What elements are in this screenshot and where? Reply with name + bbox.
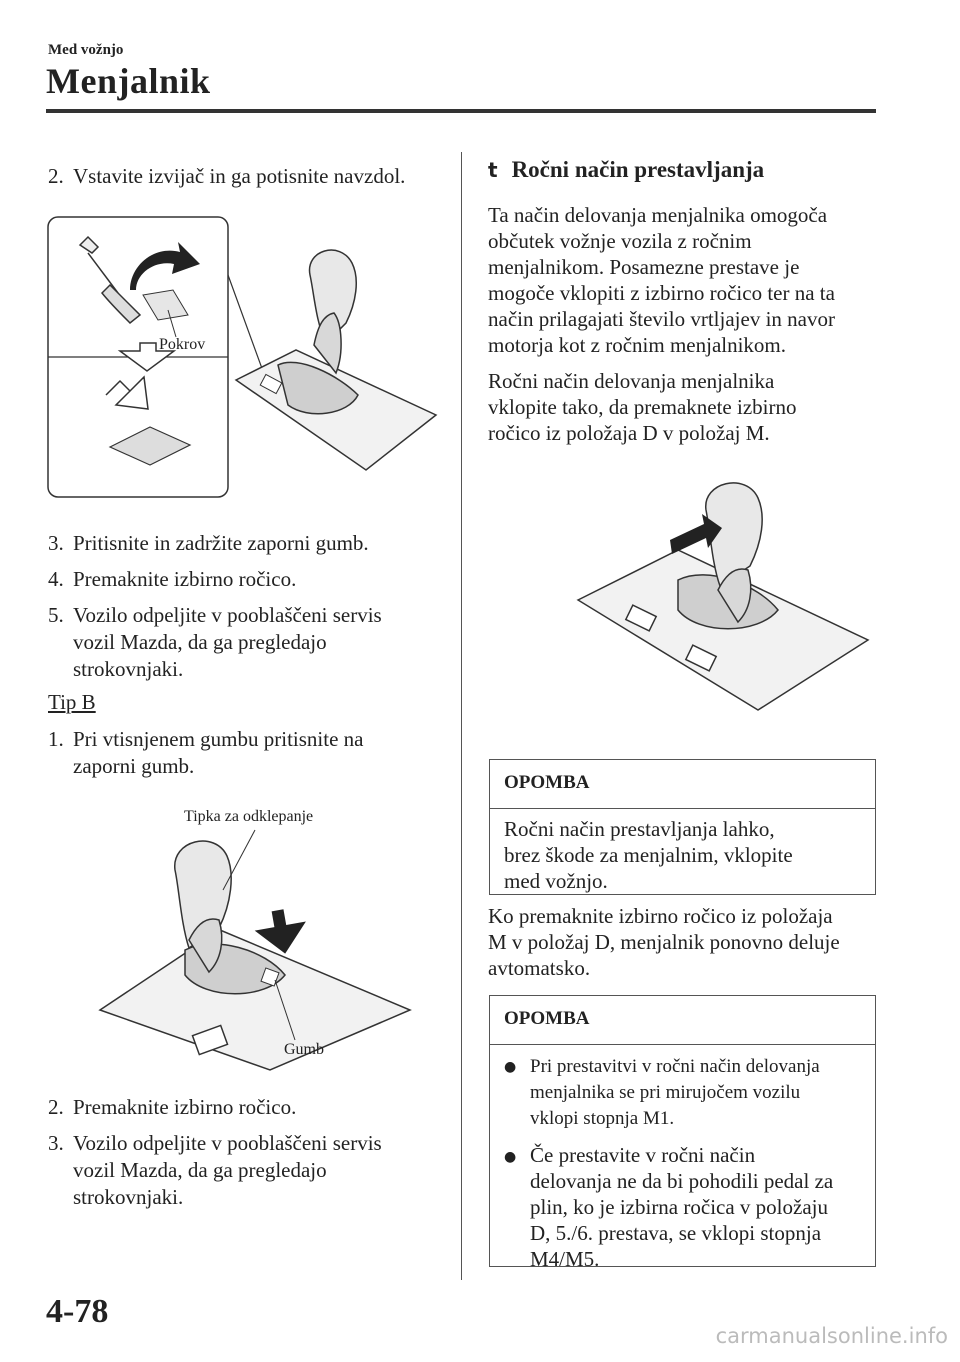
note-line: Pri prestavitvi v ročni način delovanja	[530, 1056, 820, 1077]
paragraph-line: Ta način delovanja menjalnika omogoča	[488, 203, 828, 227]
paragraph-line: avtomatsko.	[488, 956, 591, 980]
screwdriver-icon	[80, 237, 140, 323]
bullet-dot-icon: ●	[504, 1149, 517, 1165]
paragraph-line: vklopite tako, da premaknete izbirno	[488, 395, 797, 419]
paragraph-line: Ko premaknite izbirno ročico iz položaja	[488, 904, 833, 928]
column-divider	[461, 152, 462, 1280]
note-bullet-1	[504, 1054, 820, 1132]
note-box-2	[489, 995, 876, 1271]
paragraph-line: ročico iz položaja D v položaj M.	[488, 421, 770, 445]
heading-text: Ročni način prestavljanja	[511, 157, 765, 182]
step-text-line: strokovnjaki.	[73, 657, 184, 681]
paragraph-line: Ročni način delovanja menjalnika	[488, 369, 775, 393]
note-box-1	[489, 759, 876, 895]
note-title: OPOMBA	[504, 1008, 590, 1029]
step-number: 3.	[48, 531, 64, 555]
note-body	[504, 816, 793, 894]
watermark[interactable]: carmanualsonline.info	[715, 1324, 948, 1348]
header-rule	[46, 109, 876, 113]
bullet-dot-icon: ●	[504, 1059, 517, 1075]
label-release-button: Tipka za odklepanje	[184, 808, 314, 825]
page-number: 4-78	[46, 1293, 109, 1330]
step-text-line: strokovnjaki.	[73, 1185, 184, 1209]
paragraph-line: menjalnikom. Posamezne prestave je	[488, 255, 800, 279]
step-number: 2.	[48, 1095, 64, 1119]
note-line: vklopi stopnja M1.	[530, 1108, 675, 1129]
paragraph-2	[488, 368, 796, 446]
step-text: Vstavite izvijač in ga potisnite navzdol.	[73, 164, 406, 188]
slot-opening	[110, 427, 190, 465]
paragraph-line: način prilagajati število vrtljajev in navor	[488, 307, 835, 331]
step-text-line: Pri vtisnjenem gumbu pritisnite na	[73, 727, 364, 751]
step-number: 4.	[48, 567, 64, 591]
note-title: OPOMBA	[504, 772, 590, 793]
step-text-line: Vozilo odpeljite v pooblaščeni servis	[73, 603, 382, 627]
note-line: menjalnika se pri mirujočem vozilu	[530, 1082, 801, 1103]
step-number: 1.	[48, 727, 64, 751]
paragraph-3	[488, 903, 840, 981]
step-number: 2.	[48, 164, 64, 188]
note-line: plin, ko je izbirna ročica v položaju	[530, 1195, 828, 1219]
step-text-line: zaporni gumb.	[73, 754, 195, 778]
step-number: 3.	[48, 1131, 64, 1155]
paragraph-1	[488, 202, 835, 358]
note-line: delovanja ne da bi pohodili pedal za	[530, 1169, 834, 1193]
note-line: Ročni način prestavljanja lahko,	[504, 817, 775, 841]
page-title: Menjalnik	[46, 61, 211, 101]
tip-b-heading: Tip B	[48, 690, 96, 714]
cover-piece	[143, 290, 188, 320]
note-line: brez škode za menjalnim, vklopite	[504, 843, 793, 867]
heading-bullet-icon: t	[488, 158, 498, 182]
note-separator	[490, 808, 875, 809]
step-text-line: vozil Mazda, da ga pregledajo	[73, 1158, 327, 1182]
note-separator	[490, 1044, 875, 1045]
paragraph-line: motorja kot z ročnim menjalnikom.	[488, 333, 787, 357]
step-text: Premaknite izbirno ročico.	[73, 1095, 297, 1119]
curved-arrow-icon	[130, 242, 200, 290]
cover-removal-figure	[48, 215, 428, 500]
label-cover: Pokrov	[159, 336, 206, 353]
shift-lever	[236, 250, 436, 470]
note-bullet-2	[504, 1142, 833, 1272]
note-line: med vožnjo.	[504, 869, 608, 893]
step-text-line: vozil Mazda, da ga pregledajo	[73, 630, 327, 654]
step-text-line: Vozilo odpeljite v pooblaščeni servis	[73, 1131, 382, 1155]
note-line: M4/M5.	[530, 1247, 600, 1271]
step-number: 5.	[48, 603, 64, 627]
manual-shift-figure	[568, 490, 868, 710]
section-label: Med vožnjo	[48, 42, 124, 58]
note-line: D, 5./6. prestava, se vklopi stopnja	[530, 1221, 822, 1245]
push-arrow-icon	[106, 377, 148, 409]
step-text: Premaknite izbirno ročico.	[73, 567, 297, 591]
label-button: Gumb	[284, 1041, 324, 1058]
note-line: Če prestavite v ročni način	[530, 1143, 756, 1167]
paragraph-line: mogoče vklopiti z izbirno ročico ter na ta	[488, 281, 835, 305]
paragraph-line: občutek vožnje vozila z ročnim	[488, 229, 752, 253]
section-heading	[488, 157, 764, 183]
release-button-figure	[95, 830, 405, 1070]
step-text: Pritisnite in zadržite zaporni gumb.	[73, 531, 369, 555]
paragraph-line: M v položaj D, menjalnik ponovno deluje	[488, 930, 840, 954]
